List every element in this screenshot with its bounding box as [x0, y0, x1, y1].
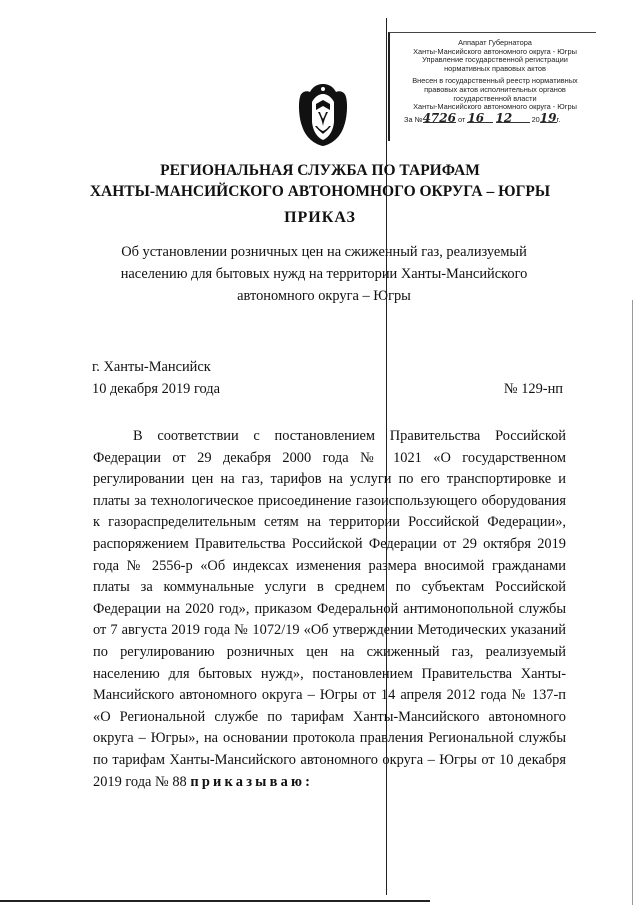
document-subject: Об установлении розничных цен на сжиженный газ, реализуемый населению для бытовых нужд на территории Ханты-Мансийского автономного округа – Югры — [120, 244, 528, 304]
stamp-reg-month: 12 — [496, 114, 530, 124]
stamp-reg-year: 19 — [539, 110, 557, 125]
stamp-line: Ханты-Мансийского автономного округа - Югры — [413, 46, 577, 56]
body-paragraph — [93, 426, 566, 793]
organization-name — [0, 160, 640, 202]
document-date: 10 декабря 2019 года — [92, 381, 221, 397]
stamp-line: Аппарат Губернатора — [458, 38, 532, 47]
stamp-line: Внесен в государственный реестр нормативных — [412, 76, 578, 86]
document-type-title: ПРИКАЗ — [284, 209, 356, 226]
stamp-reg-day: 16 — [467, 114, 493, 124]
stamp-line: Управление государственной регистрации — [422, 55, 568, 65]
coat-of-arms-icon — [296, 82, 350, 148]
stamp-line: государственной власти — [453, 93, 537, 103]
organization-line-2: ХАНТЫ-МАНСИЙСКОГО АВТОНОМНОГО ОКРУГА – ЮГРЫ — [89, 183, 551, 200]
order-word: приказываю: — [190, 773, 314, 790]
scan-line-right — [632, 300, 633, 905]
organization-line-1: РЕГИОНАЛЬНАЯ СЛУЖБА ПО ТАРИФАМ — [160, 162, 480, 179]
stamp-line: нормативных правовых актов — [444, 63, 546, 73]
body-text: В соответствии с постановлением Правительства Российской Федерации от 29 декабря 2000 года № 1021 «О государственном регулировании цен на газ, тарифов на услуги по его транспортировке и платы за технологическое присоединение газоиспользующего оборудования к газораспределительным сетям на территории Российской Федерации», распоряжением Правительства Российской Федерации от 29 октября 2019 года № 2556-р «Об индексах изменения размера вносимой гражданами платы за коммунальные услуги в среднем по субъектам Российской Федерации на 2020 год», приказом Федеральной антимонопольной службы от 7 августа 2019 года № 1072/19 «Об утверждении Методических указаний по регулированию розничных цен на сжиженный газ, реализуемый населению для бытовых нужд», постановлением Правительства Ханты-Мансийского автономного округа – Югры от 14 апреля 2012 года № 137-п «О Региональной службе по тарифам Ханты-Мансийского автономного округа – Югры», на основании протокола правления Региональной службы по тарифам Ханты-Мансийского автономного округа – Югры от 10 декабря 2019 года № 88 — [93, 428, 566, 790]
stamp-registration: За №4726 от 16 12 2019г. — [404, 110, 561, 125]
stamp-reg-number: 4726 — [422, 110, 456, 125]
stamp-line: Ханты-Мансийского автономного округа - Югры — [413, 102, 577, 112]
scan-line-bottom — [0, 900, 430, 902]
registration-stamp — [388, 32, 596, 141]
stamp-line: правовых актов исполнительных органов — [424, 84, 566, 94]
document-number: № 129-нп — [503, 381, 563, 397]
document-place: г. Ханты-Мансийск — [92, 359, 211, 375]
